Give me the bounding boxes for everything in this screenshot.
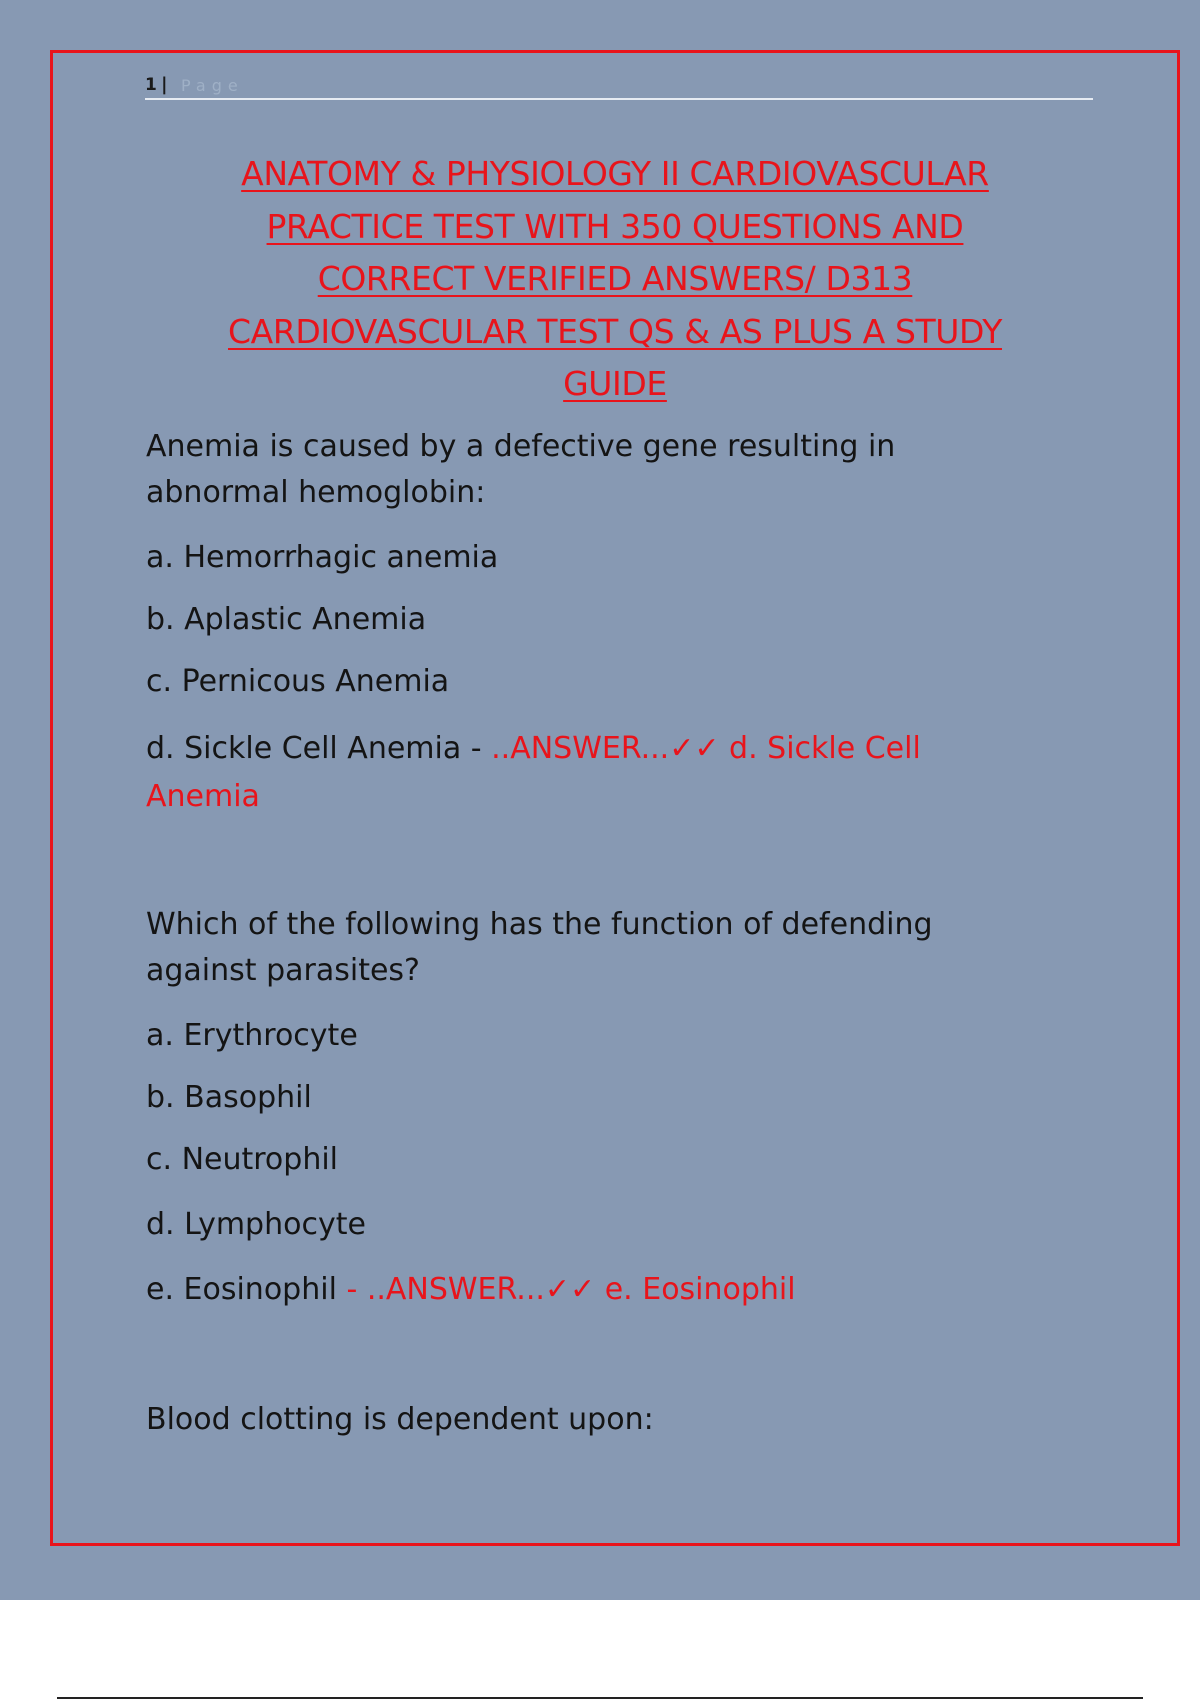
title-line: GUIDE [563,364,667,403]
answer-marker: ..ANSWER...✓✓ d. Sickle Cell [491,731,921,766]
question-text-line: Anemia is caused by a defective gene resulting in [146,429,896,464]
question-text-line: Blood clotting is dependent upon: [146,1402,654,1437]
title-line: ANATOMY & PHYSIOLOGY II CARDIOVASCULAR [241,154,989,193]
option-text: d. Sickle Cell Anemia [146,731,462,766]
page-label: Page [181,76,244,95]
page-number: 1 [145,75,158,95]
question-2-option-d: d. Lymphocyte [146,1207,366,1242]
page-header [145,70,1093,100]
question-text-line: against parasites? [146,953,420,988]
question-2-option-c: c. Neutrophil [146,1142,338,1177]
question-text-line: Which of the following has the function of defending [146,907,933,942]
question-text-line: abnormal hemoglobin: [146,475,486,510]
title-line: CORRECT VERIFIED ANSWERS/ D313 [317,259,913,298]
question-1-option-b: b. Aplastic Anemia [146,602,427,637]
answer-dash: - [461,731,492,766]
answer-marker: ..ANSWER...✓✓ e. Eosinophil [366,1272,796,1307]
option-text: e. Eosinophil [146,1272,337,1307]
question-1-option-a: a. Hemorrhagic anemia [146,540,499,575]
question-2-option-e [146,1267,796,1313]
title-line: PRACTICE TEST WITH 350 QUESTIONS AND [266,206,964,246]
document-title [145,148,1085,411]
question-1-answer-continued: Anemia [146,779,260,814]
question-2-option-b: b. Basophil [146,1080,312,1115]
title-line: CARDIOVASCULAR TEST QS & AS PLUS A STUDY [228,311,1002,351]
answer-dash: - [336,1272,367,1307]
question-2-text [146,902,933,994]
question-1-option-c: c. Pernicous Anemia [146,664,450,699]
question-2-option-a: a. Erythrocyte [146,1018,358,1053]
question-3-text [146,1397,654,1443]
question-1-text [146,424,895,516]
next-page-rule [57,1697,1143,1699]
question-1-option-d [146,726,921,772]
page-number-separator: | [161,74,168,95]
